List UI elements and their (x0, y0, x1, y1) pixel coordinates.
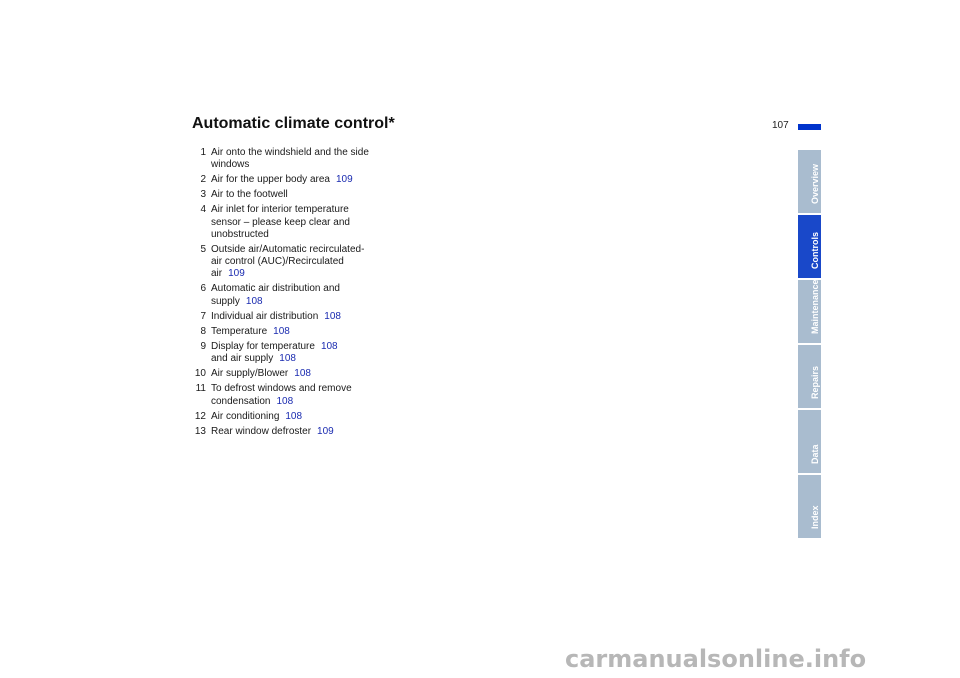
page-reference-link[interactable]: 109 (335, 174, 353, 186)
list-item (192, 383, 392, 407)
tab-repairs[interactable] (798, 345, 821, 408)
page-reference-link[interactable]: 108 (324, 310, 341, 322)
item-line: windows (211, 159, 250, 171)
page-reference-link[interactable]: 109 (317, 425, 334, 437)
item-line: Outside air/Automatic recirculated- (211, 243, 365, 255)
item-text (211, 244, 392, 281)
item-line: unobstructed (211, 228, 269, 240)
list-item (192, 147, 392, 171)
item-line: Rear window defroster (211, 425, 312, 437)
item-line: and air supply (211, 353, 274, 365)
item-line: To defrost windows and remove (211, 383, 352, 395)
item-text (211, 174, 392, 186)
item-text (211, 283, 392, 307)
item-number: 4 (200, 204, 206, 216)
page-reference-link[interactable]: 109 (228, 268, 245, 280)
page-reference-link[interactable]: 108 (320, 340, 338, 352)
list-item (192, 341, 392, 365)
list-item (192, 426, 392, 438)
item-line: Display for temperature (211, 340, 315, 352)
page-reference-link[interactable]: 108 (285, 410, 303, 422)
item-number: 12 (194, 410, 206, 422)
item-text (211, 341, 392, 365)
item-line: Air onto the windshield and the side (211, 147, 369, 158)
item-line: air control (AUC)/Recirculated (211, 256, 344, 268)
item-line: supply (211, 295, 240, 307)
page-number-bar (798, 124, 821, 130)
component-list (192, 147, 392, 441)
tab-label: Data (809, 444, 820, 464)
page-reference-link[interactable]: 108 (276, 395, 294, 407)
item-line: Air to the footwell (211, 189, 288, 201)
page-number: 107 (772, 120, 789, 131)
item-number: 13 (194, 425, 206, 437)
tab-maintenance[interactable] (798, 280, 821, 343)
item-text (211, 426, 392, 438)
item-line: air (211, 268, 223, 280)
item-text (211, 368, 392, 380)
item-number: 8 (200, 325, 206, 337)
list-item (192, 174, 392, 186)
list-item (192, 244, 392, 281)
list-item (192, 283, 392, 307)
item-number: 2 (200, 174, 206, 186)
item-text (211, 204, 392, 241)
item-text (211, 311, 392, 323)
list-item (192, 326, 392, 338)
watermark: carmanualsonline.info (565, 645, 867, 673)
tab-label: Controls (809, 232, 820, 269)
item-line: Automatic air distribution and (211, 283, 340, 295)
list-item (192, 189, 392, 201)
list-item (192, 368, 392, 380)
item-text (211, 411, 392, 423)
section-tab-bar (798, 150, 821, 540)
page-reference-link[interactable]: 108 (245, 295, 263, 307)
item-line: Individual air distribution (211, 310, 319, 322)
item-line: sensor – please keep clear and (211, 216, 350, 228)
item-number: 1 (200, 147, 206, 158)
tab-controls[interactable] (798, 215, 821, 278)
item-text (211, 326, 392, 338)
item-number: 7 (200, 310, 206, 322)
page-reference-link[interactable]: 108 (294, 368, 311, 380)
item-line: Air conditioning (211, 410, 280, 422)
list-item (192, 204, 392, 241)
tab-label: Overview (809, 163, 820, 204)
item-text (211, 383, 392, 407)
item-text (211, 189, 392, 201)
item-text (211, 147, 392, 171)
item-number: 11 (195, 383, 206, 395)
item-number: 5 (200, 243, 206, 255)
item-line: Air for the upper body area (211, 174, 330, 186)
page-title: Automatic climate control* (192, 115, 395, 132)
list-item (192, 311, 392, 323)
tab-index[interactable] (798, 475, 821, 538)
item-line: Air supply/Blower (211, 368, 289, 380)
tab-label: Repairs (809, 365, 820, 399)
page-reference-link[interactable]: 108 (279, 353, 296, 365)
item-line: Air inlet for interior temperature (211, 204, 349, 216)
item-number: 9 (200, 340, 206, 352)
item-number: 3 (200, 189, 206, 201)
tab-label: Maintenance (809, 279, 820, 334)
page-reference-link[interactable]: 108 (273, 325, 290, 337)
tab-label: Index (809, 505, 820, 529)
item-number: 6 (200, 283, 206, 295)
item-line: condensation (211, 395, 271, 407)
item-number: 10 (194, 368, 206, 380)
tab-overview[interactable] (798, 150, 821, 213)
item-line: Temperature (211, 325, 268, 337)
tab-data[interactable] (798, 410, 821, 473)
list-item (192, 411, 392, 423)
